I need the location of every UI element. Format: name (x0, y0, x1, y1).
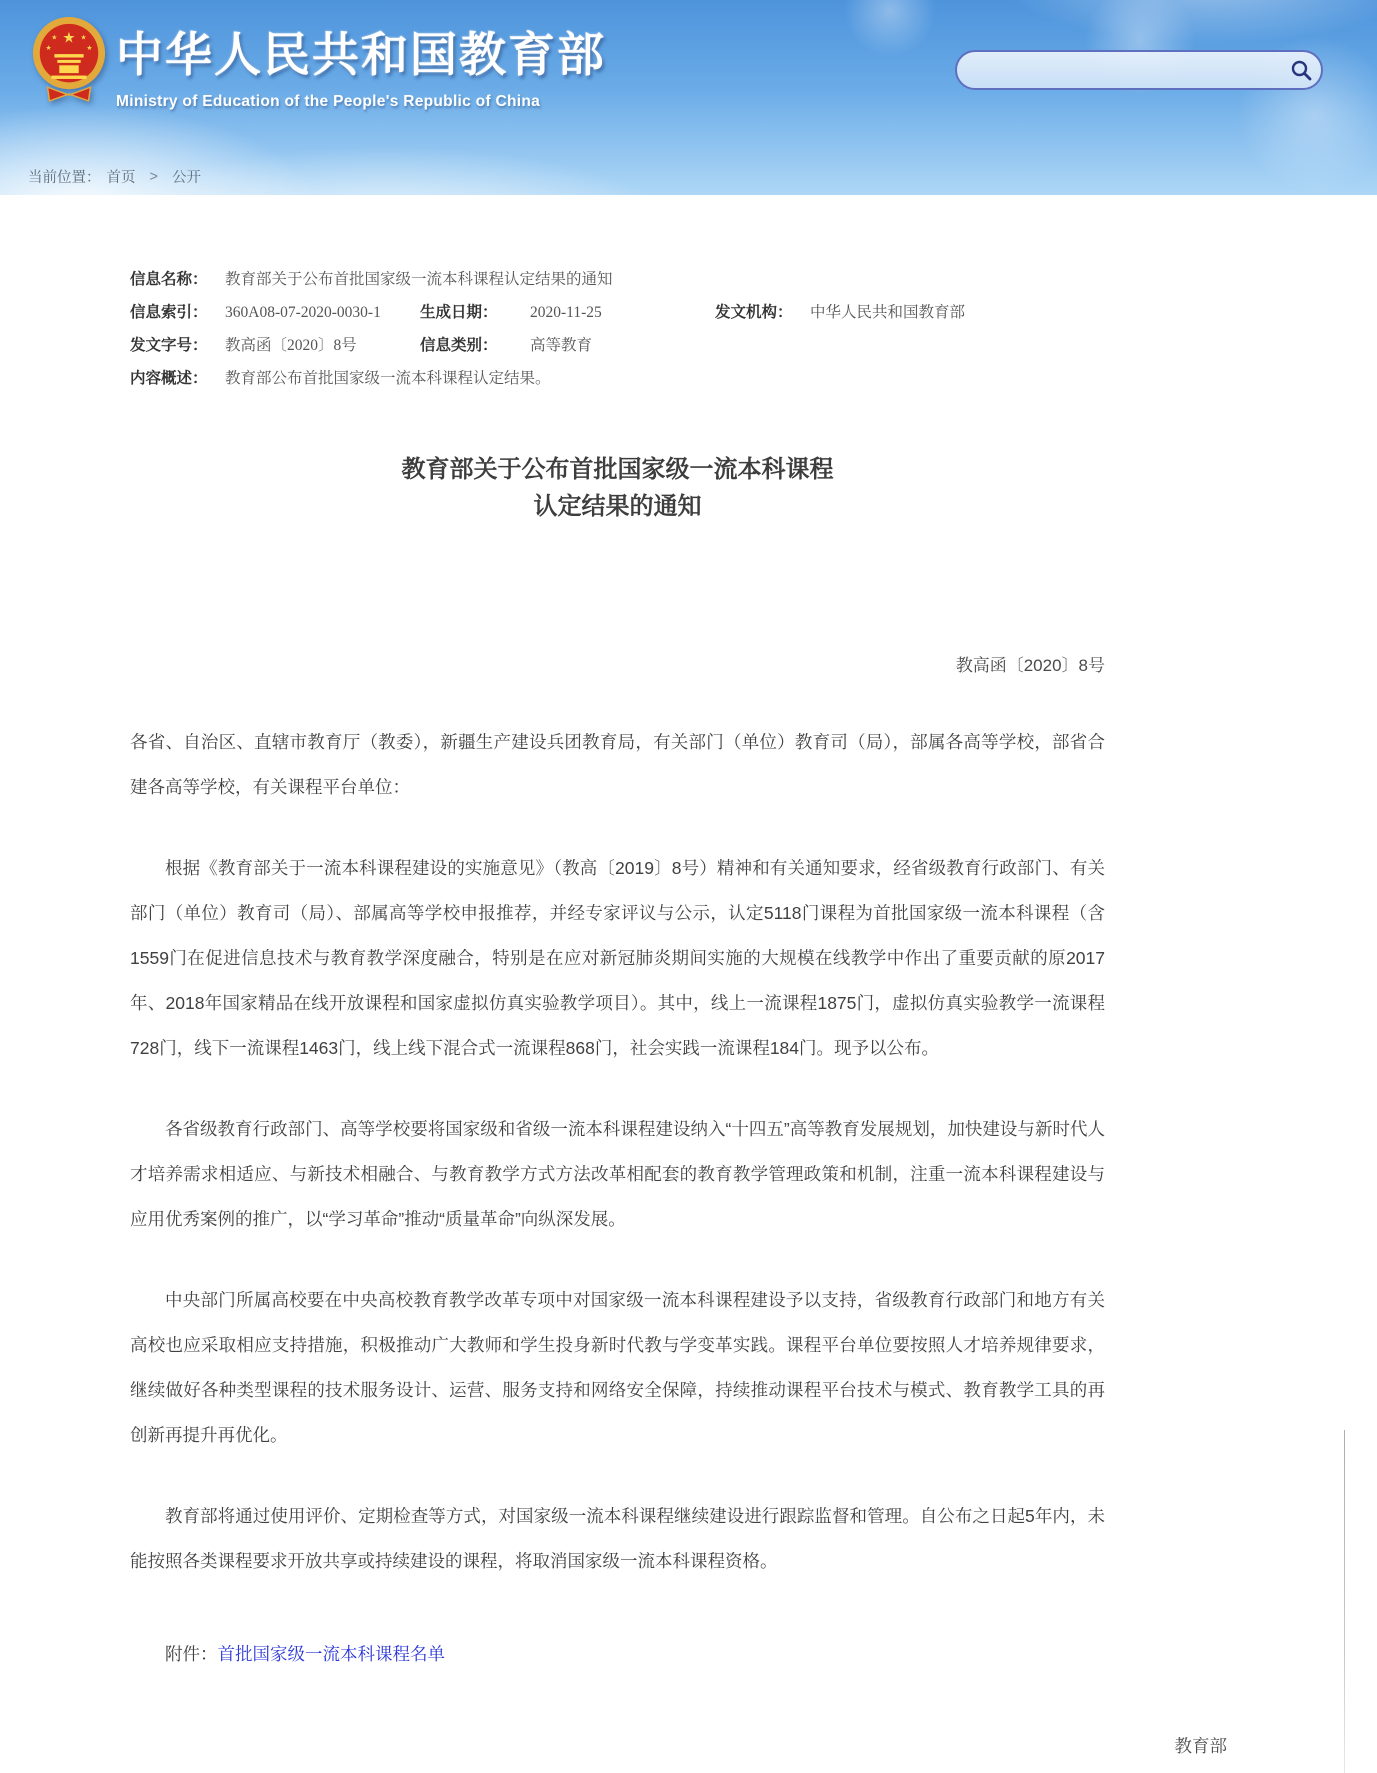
breadcrumb-link-section[interactable]: 公开 (171, 170, 201, 186)
document-page (18, 195, 1359, 1758)
national-emblem-logo[interactable] (30, 12, 108, 104)
issuer-signature: 教育部 (1174, 1736, 1227, 1756)
attachment-label: 附件： (165, 1644, 218, 1664)
meta-label-category: 信息类别： (420, 337, 498, 354)
site-branding (116, 18, 606, 111)
attachment-link[interactable]: 首批国家级一流本科课程名单 (217, 1644, 445, 1664)
svg-text:★: ★ (86, 45, 93, 53)
site-title-en: Ministry of Education of the People's Republic of China (116, 93, 541, 110)
national-emblem-icon (30, 12, 108, 104)
meta-label-issuer: 发文机构： (715, 304, 793, 321)
meta-value-info-name: 教育部关于公布首批国家级一流本科课程认定结果的通知 (225, 271, 613, 288)
search-input[interactable] (957, 52, 1281, 88)
breadcrumb (28, 166, 201, 187)
breadcrumb-prefix: 当前位置： (28, 170, 101, 186)
meta-label-info-index: 信息索引： (130, 304, 208, 321)
document-number: 教高函〔2020〕8号 (955, 656, 1105, 675)
right-edge-divider (1344, 1430, 1345, 1773)
body-paragraph: 教育部将通过使用评价、定期检查等方式，对国家级一流本科课程继续建设进行跟踪监督和管理。自公布之日起5年内，未能按照各类课程要求开放共享或持续建设的课程，将取消国家级一流本科课程资格。 (130, 1506, 1105, 1571)
meta-label-info-name: 信息名称： (130, 271, 208, 288)
document-meta-table (130, 263, 1105, 395)
breadcrumb-separator: > (149, 168, 158, 185)
meta-label-gen-date: 生成日期： (420, 304, 498, 321)
document-title (130, 451, 1105, 525)
meta-value-issuer: 中华人民共和国教育部 (810, 304, 966, 321)
dandelion-decoration (840, 0, 940, 60)
meta-label-summary: 内容概述： (130, 370, 208, 387)
svg-text:★: ★ (62, 30, 76, 47)
search-box[interactable] (955, 50, 1323, 90)
meta-value-summary: 教育部公布首批国家级一流本科课程认定结果。 (225, 370, 551, 387)
body-paragraph: 根据《教育部关于一流本科课程建设的实施意见》（教高〔2019〕8号）精神和有关通知要求，经省级教育行政部门、有关部门（单位）教育司（局）、部属高等学校申报推荐，并经专家评议与公示，认定5118门课程为首批国家级一流本科课程（含1559门在促进信息技术与教育教学深度融合，特别是在应对新冠肺炎期间实施的大规模在线教学中作出了重要贡献的原2017年、2018年国家精品在线开放课程和国家虚拟仿真实验教学项目）。其中，线上一流课程1875门，虚拟仿真实验教学一流课程728门，线下一流课程1463门，线上线下混合式一流课程868门，社会实践一流课程184门。现予以公布。 (130, 858, 1105, 1058)
body-paragraph: 各省级教育行政部门、高等学校要将国家级和省级一流本科课程建设纳入“十四五”高等教育发展规划，加快建设与新时代人才培养需求相适应、与新技术相融合、与教育教学方式方法改革相配套的教育教学管理政策和机制，注重一流本科课程建设与应用优秀案例的推广，以“学习革命”推动“质量革命”向纵深发展。 (130, 1119, 1105, 1229)
document-title-line2: 认定结果的通知 (533, 493, 702, 520)
document-title-line1: 教育部关于公布首批国家级一流本科课程 (401, 456, 834, 483)
breadcrumb-link-home[interactable]: 首页 (106, 170, 136, 186)
meta-value-category: 高等教育 (530, 337, 593, 354)
meta-label-doc-no: 发文字号： (130, 337, 208, 354)
attachment-line (130, 1632, 1105, 1677)
meta-value-gen-date: 2020-11-25 (530, 304, 602, 321)
meta-value-doc-no: 教高函〔2020〕8号 (225, 337, 357, 354)
salutation-paragraph: 各省、自治区、直辖市教育厅（教委），新疆生产建设兵团教育局，有关部门（单位）教育司（局），部属各高等学校，部省合建各高等学校，有关课程平台单位： (130, 732, 1105, 797)
svg-text:★: ★ (80, 34, 87, 42)
site-title-zh: 中华人民共和国教育部 (116, 28, 606, 81)
site-header (0, 0, 1377, 195)
svg-text:★: ★ (45, 45, 52, 53)
meta-value-info-index: 360A08-07-2020-0030-1 (225, 304, 381, 321)
svg-text:★: ★ (51, 34, 58, 42)
search-icon[interactable] (1281, 52, 1321, 88)
body-paragraph: 中央部门所属高校要在中央高校教育教学改革专项中对国家级一流本科课程建设予以支持，省级教育行政部门和地方有关高校也应采取相应支持措施，积极推动广大教师和学生投身新时代教与学变革实践。课程平台单位要按照人才培养规律要求，继续做好各种类型课程的技术服务设计、运营、服务支持和网络安全保障，持续推动课程平台技术与模式、教育教学工具的再创新再提升再优化。 (130, 1290, 1105, 1445)
